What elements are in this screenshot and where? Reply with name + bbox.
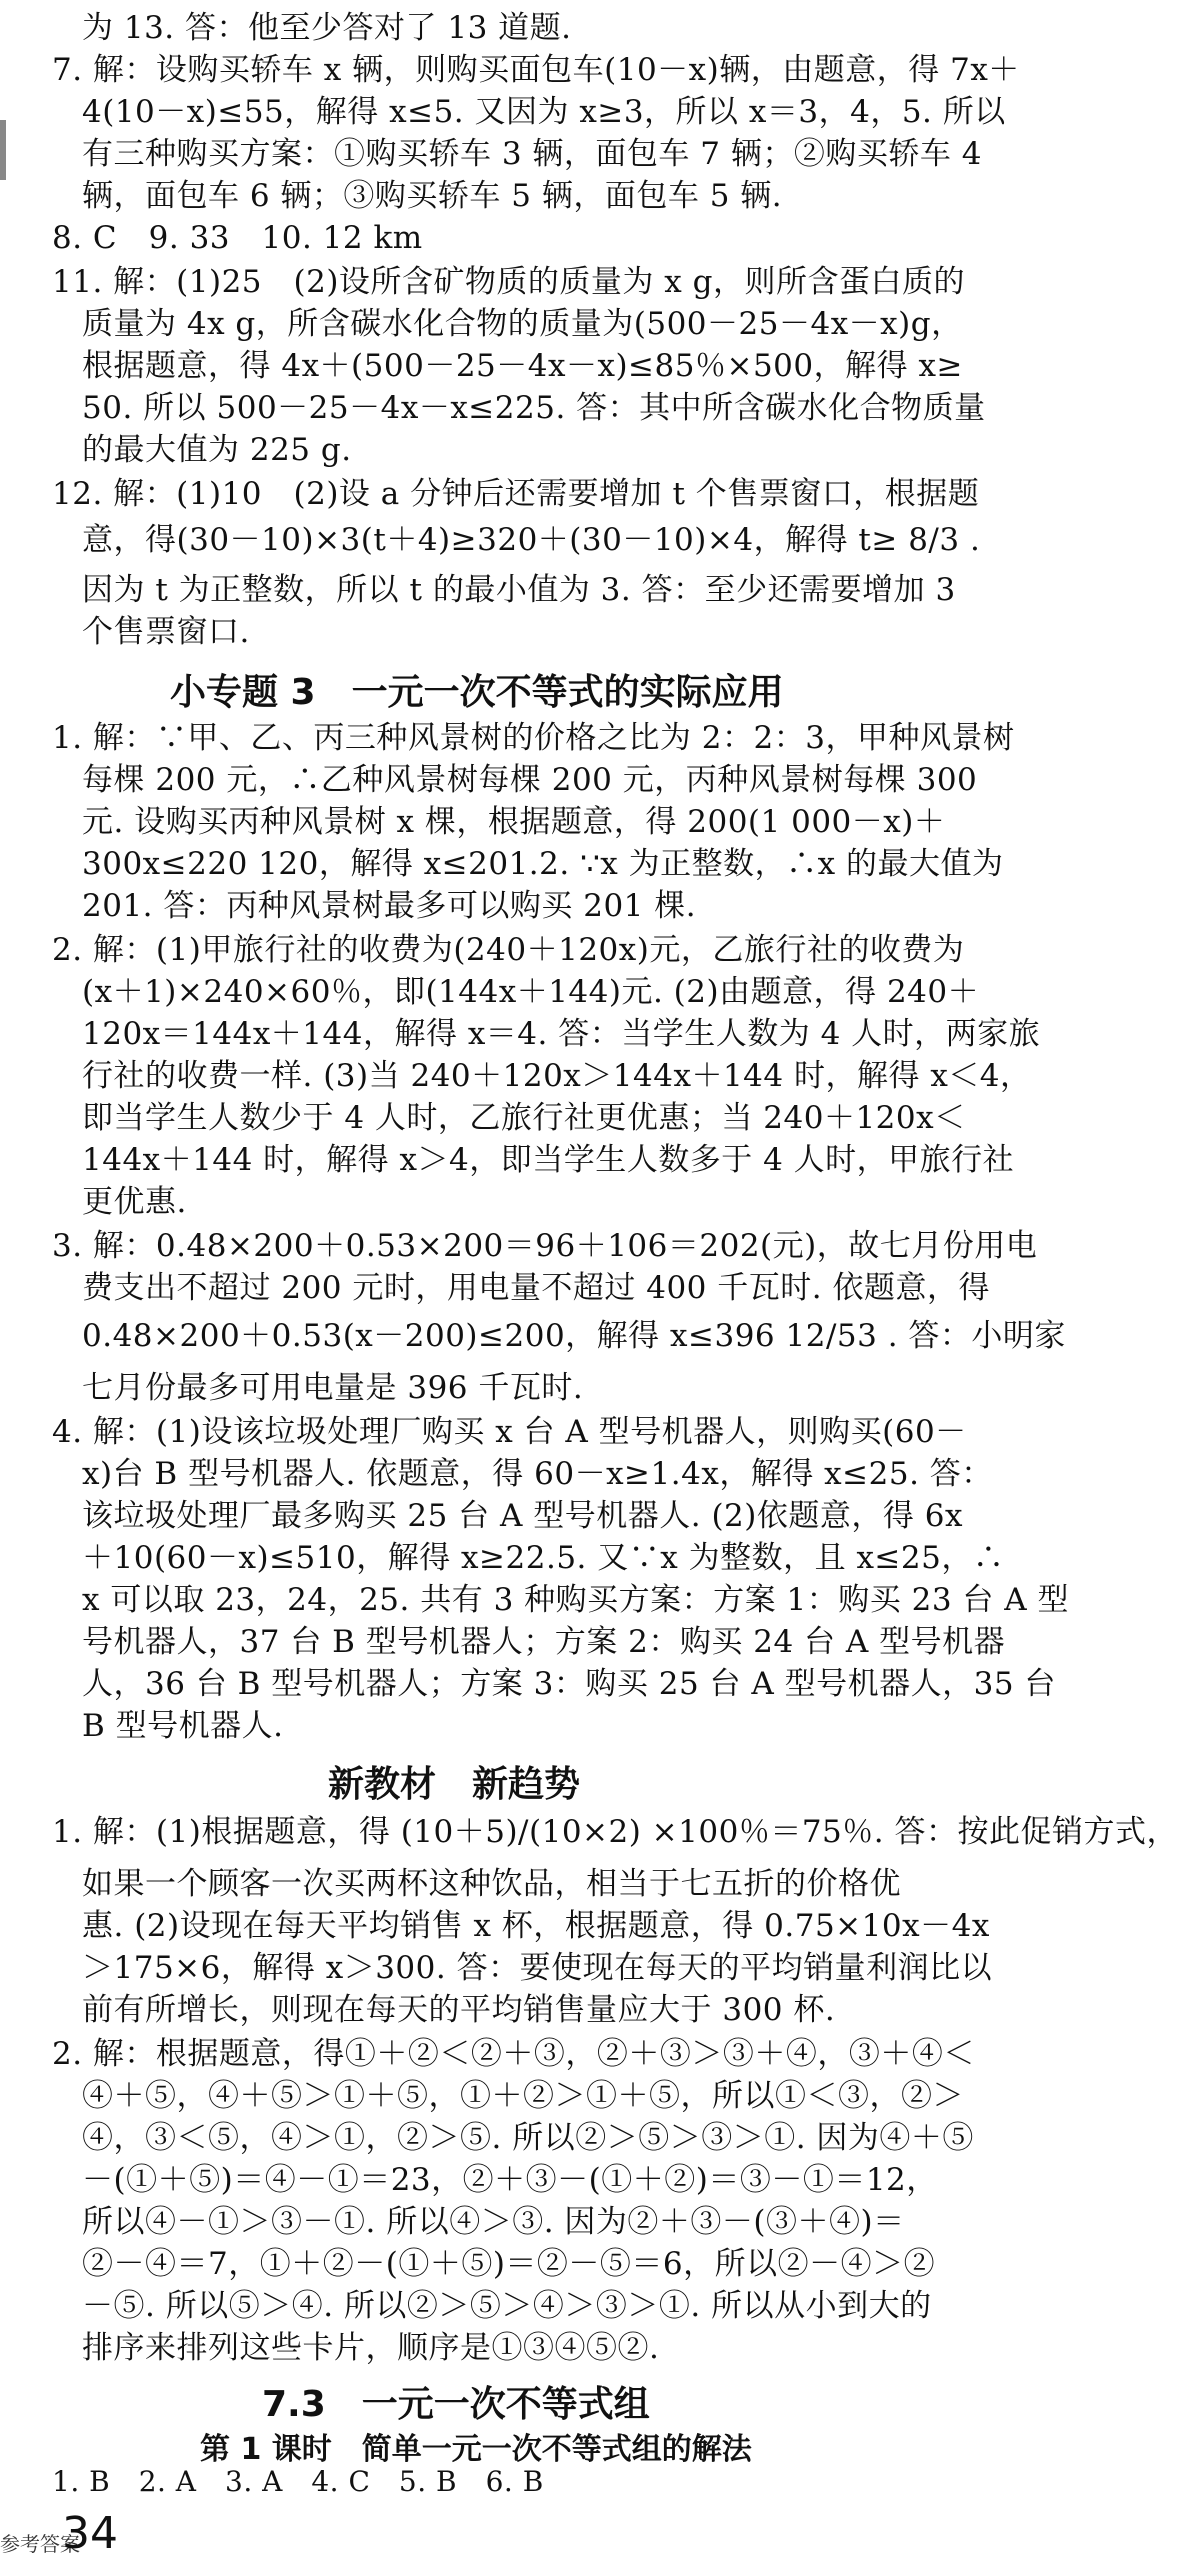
text-line: 为 13. 答：他至少答对了 13 道题. <box>82 10 572 46</box>
text-line: 2. 解：根据题意，得①＋②＜②＋③，②＋③＞③＋④，③＋④＜ <box>52 2036 975 2072</box>
text-line: 七月份最多可用电量是 396 千瓦时. <box>82 1370 584 1406</box>
heading-lesson: 第 1 课时 简单一元一次不等式组的解法 <box>200 2432 752 2467</box>
text-line: 辆，面包车 6 辆；③购买轿车 5 辆，面包车 5 辆. <box>82 178 783 214</box>
text-line: 11. 解：(1)25 (2)设所含矿物质的质量为 x g，则所含蛋白质的 <box>52 264 965 300</box>
text-line: 201. 答：丙种风景树最多可以购买 201 棵. <box>82 888 697 924</box>
text-line: 更优惠. <box>82 1184 187 1220</box>
text-line: 人，36 台 B 型号机器人；方案 3：购买 25 台 A 型号机器人，35 台 <box>82 1666 1056 1702</box>
text-line: ＋10(60－x)≤510，解得 x≥22.5. 又∵x 为整数，且 x≤25，∴ <box>82 1540 1005 1576</box>
text-line: 如果一个顾客一次买两杯这种饮品，相当于七五折的价格优 <box>82 1866 901 1902</box>
text-line: ②－④＝7，①＋②－(①＋⑤)＝②－⑤＝6，所以②－④＞② <box>82 2246 936 2282</box>
text-line: 根据题意，得 4x＋(500－25－4x－x)≤85％×500，解得 x≥ <box>82 348 963 384</box>
text-line: 50. 所以 500－25－4x－x≤225. 答：其中所含碳水化合物质量 <box>82 390 986 426</box>
text-line: 所以④－①＞③－①. 所以④＞③. 因为②＋③－(③＋④)＝ <box>82 2204 905 2240</box>
text-line: 前有所增长，则现在每天的平均销售量应大于 300 杯. <box>82 1992 836 2028</box>
text-line: 该垃圾处理厂最多购买 25 台 A 型号机器人. (2)依题意，得 6x <box>82 1498 963 1534</box>
text-line: 因为 t 为正整数，所以 t 的最小值为 3. 答：至少还需要增加 3 <box>82 572 956 608</box>
text-line: 12. 解：(1)10 (2)设 a 分钟后还需要增加 t 个售票窗口，根据题 <box>52 476 980 512</box>
text-line: 2. 解：(1)甲旅行社的收费为(240＋120x)元，乙旅行社的收费为 <box>52 932 965 968</box>
text-line: ④＋⑤，④＋⑤＞①＋⑤，①＋②＞①＋⑤，所以①＜③，②＞ <box>82 2078 964 2114</box>
text-line: 号机器人，37 台 B 型号机器人；方案 2：购买 24 台 A 型号机器 <box>82 1624 1006 1660</box>
text-line: 个售票窗口. <box>82 614 250 650</box>
heading-new-textbook: 新教材 新趋势 <box>328 1764 581 1805</box>
text-line: 排序来排列这些卡片，顺序是①③④⑤②. <box>82 2330 660 2366</box>
text-line: ＞175×6，解得 x＞300. 答：要使现在每天的平均销量利润比以 <box>82 1950 993 1986</box>
text-line: 每棵 200 元，∴乙种风景树每棵 200 元，丙种风景树每棵 300 <box>82 762 978 798</box>
text-line: 8. C 9. 33 10. 12 km <box>52 220 423 256</box>
footer-label: 参考答案 <box>0 2532 80 2556</box>
text-line: 即当学生人数少于 4 人时，乙旅行社更优惠；当 240＋120x＜ <box>82 1100 966 1136</box>
text-line: 费支出不超过 200 元时，用电量不超过 400 千瓦时. 依题意，得 <box>82 1270 990 1306</box>
text-line: －⑤. 所以⑤＞④. 所以②＞⑤＞④＞③＞①. 所以从小到大的 <box>82 2288 932 2324</box>
text-line: B 型号机器人. <box>82 1708 284 1744</box>
text-line: 有三种购买方案：①购买轿车 3 辆，面包车 7 辆；②购买轿车 4 <box>82 136 982 172</box>
text-line: 1. 解：(1)根据题意，得 (10＋5)/(10×2) ×100％＝75％. 答：按此促销方式， <box>52 1814 1178 1850</box>
text-line: －(①＋⑤)＝④－①＝23，②＋③－(①＋②)＝③－①＝12， <box>82 2162 938 2198</box>
text-line: 行社的收费一样. (3)当 240＋120x＞144x＋144 时，解得 x＜4， <box>82 1058 1032 1094</box>
text-line: 4(10－x)≤55，解得 x≤5. 又因为 x≥3，所以 x＝3，4，5. 所以 <box>82 94 1006 130</box>
text-line: x)台 B 型号机器人. 依题意，得 60－x≥1.4x，解得 x≤25. 答： <box>82 1456 993 1492</box>
text-line: 的最大值为 225 g. <box>82 432 352 468</box>
text-line: (x＋1)×240×60％，即(144x＋144)元. (2)由题意，得 240＋ <box>82 974 980 1010</box>
text-line: 7. 解：设购买轿车 x 辆，则购买面包车(10－x)辆，由题意，得 7x＋ <box>52 52 1020 88</box>
text-line: 3. 解：0.48×200＋0.53×200＝96＋106＝202(元)，故七月份用电 <box>52 1228 1038 1264</box>
text-line: x 可以取 23，24，25. 共有 3 种购买方案：方案 1：购买 23 台 A 型 <box>82 1582 1069 1618</box>
text-line: 意，得(30－10)×3(t＋4)≥320＋(30－10)×4，解得 t≥ 8/3 . <box>82 522 981 558</box>
page-number: 34 <box>62 2508 118 2559</box>
text-line: 惠. (2)设现在每天平均销售 x 杯，根据题意，得 0.75×10x－4x <box>82 1908 990 1944</box>
text-line: 0.48×200＋0.53(x－200)≤200，解得 x≤396 12/53 . 答：小明家 <box>82 1318 1066 1354</box>
text-line: 144x＋144 时，解得 x＞4，即当学生人数多于 4 人时，甲旅行社 <box>82 1142 1015 1178</box>
text-line: 300x≤220 120，解得 x≤201.2. ∵x 为正整数，∴x 的最大值为 <box>82 846 1004 882</box>
margin-mark <box>0 120 6 180</box>
text-line: 元. 设购买丙种风景树 x 棵，根据题意，得 200(1 000－x)＋ <box>82 804 946 840</box>
text-line: 质量为 4x g，所含碳水化合物的质量为(500－25－4x－x)g， <box>82 306 963 342</box>
heading-special-topic: 小专题 3 一元一次不等式的实际应用 <box>170 672 784 713</box>
text-line: 120x＝144x＋144，解得 x＝4. 答：当学生人数为 4 人时，两家旅 <box>82 1016 1041 1052</box>
text-line: ④，③＜⑤，④＞①，②＞⑤. 所以②＞⑤＞③＞①. 因为④＋⑤ <box>82 2120 974 2156</box>
text-line: 1. B 2. A 3. A 4. C 5. B 6. B <box>52 2465 544 2498</box>
heading-section: 7.3 一元一次不等式组 <box>262 2384 650 2425</box>
text-line: 1. 解：∵甲、乙、丙三种风景树的价格之比为 2：2：3，甲种风景树 <box>52 720 1015 756</box>
text-line: 4. 解：(1)设该垃圾处理厂购买 x 台 A 型号机器人，则购买(60－ <box>52 1414 967 1450</box>
